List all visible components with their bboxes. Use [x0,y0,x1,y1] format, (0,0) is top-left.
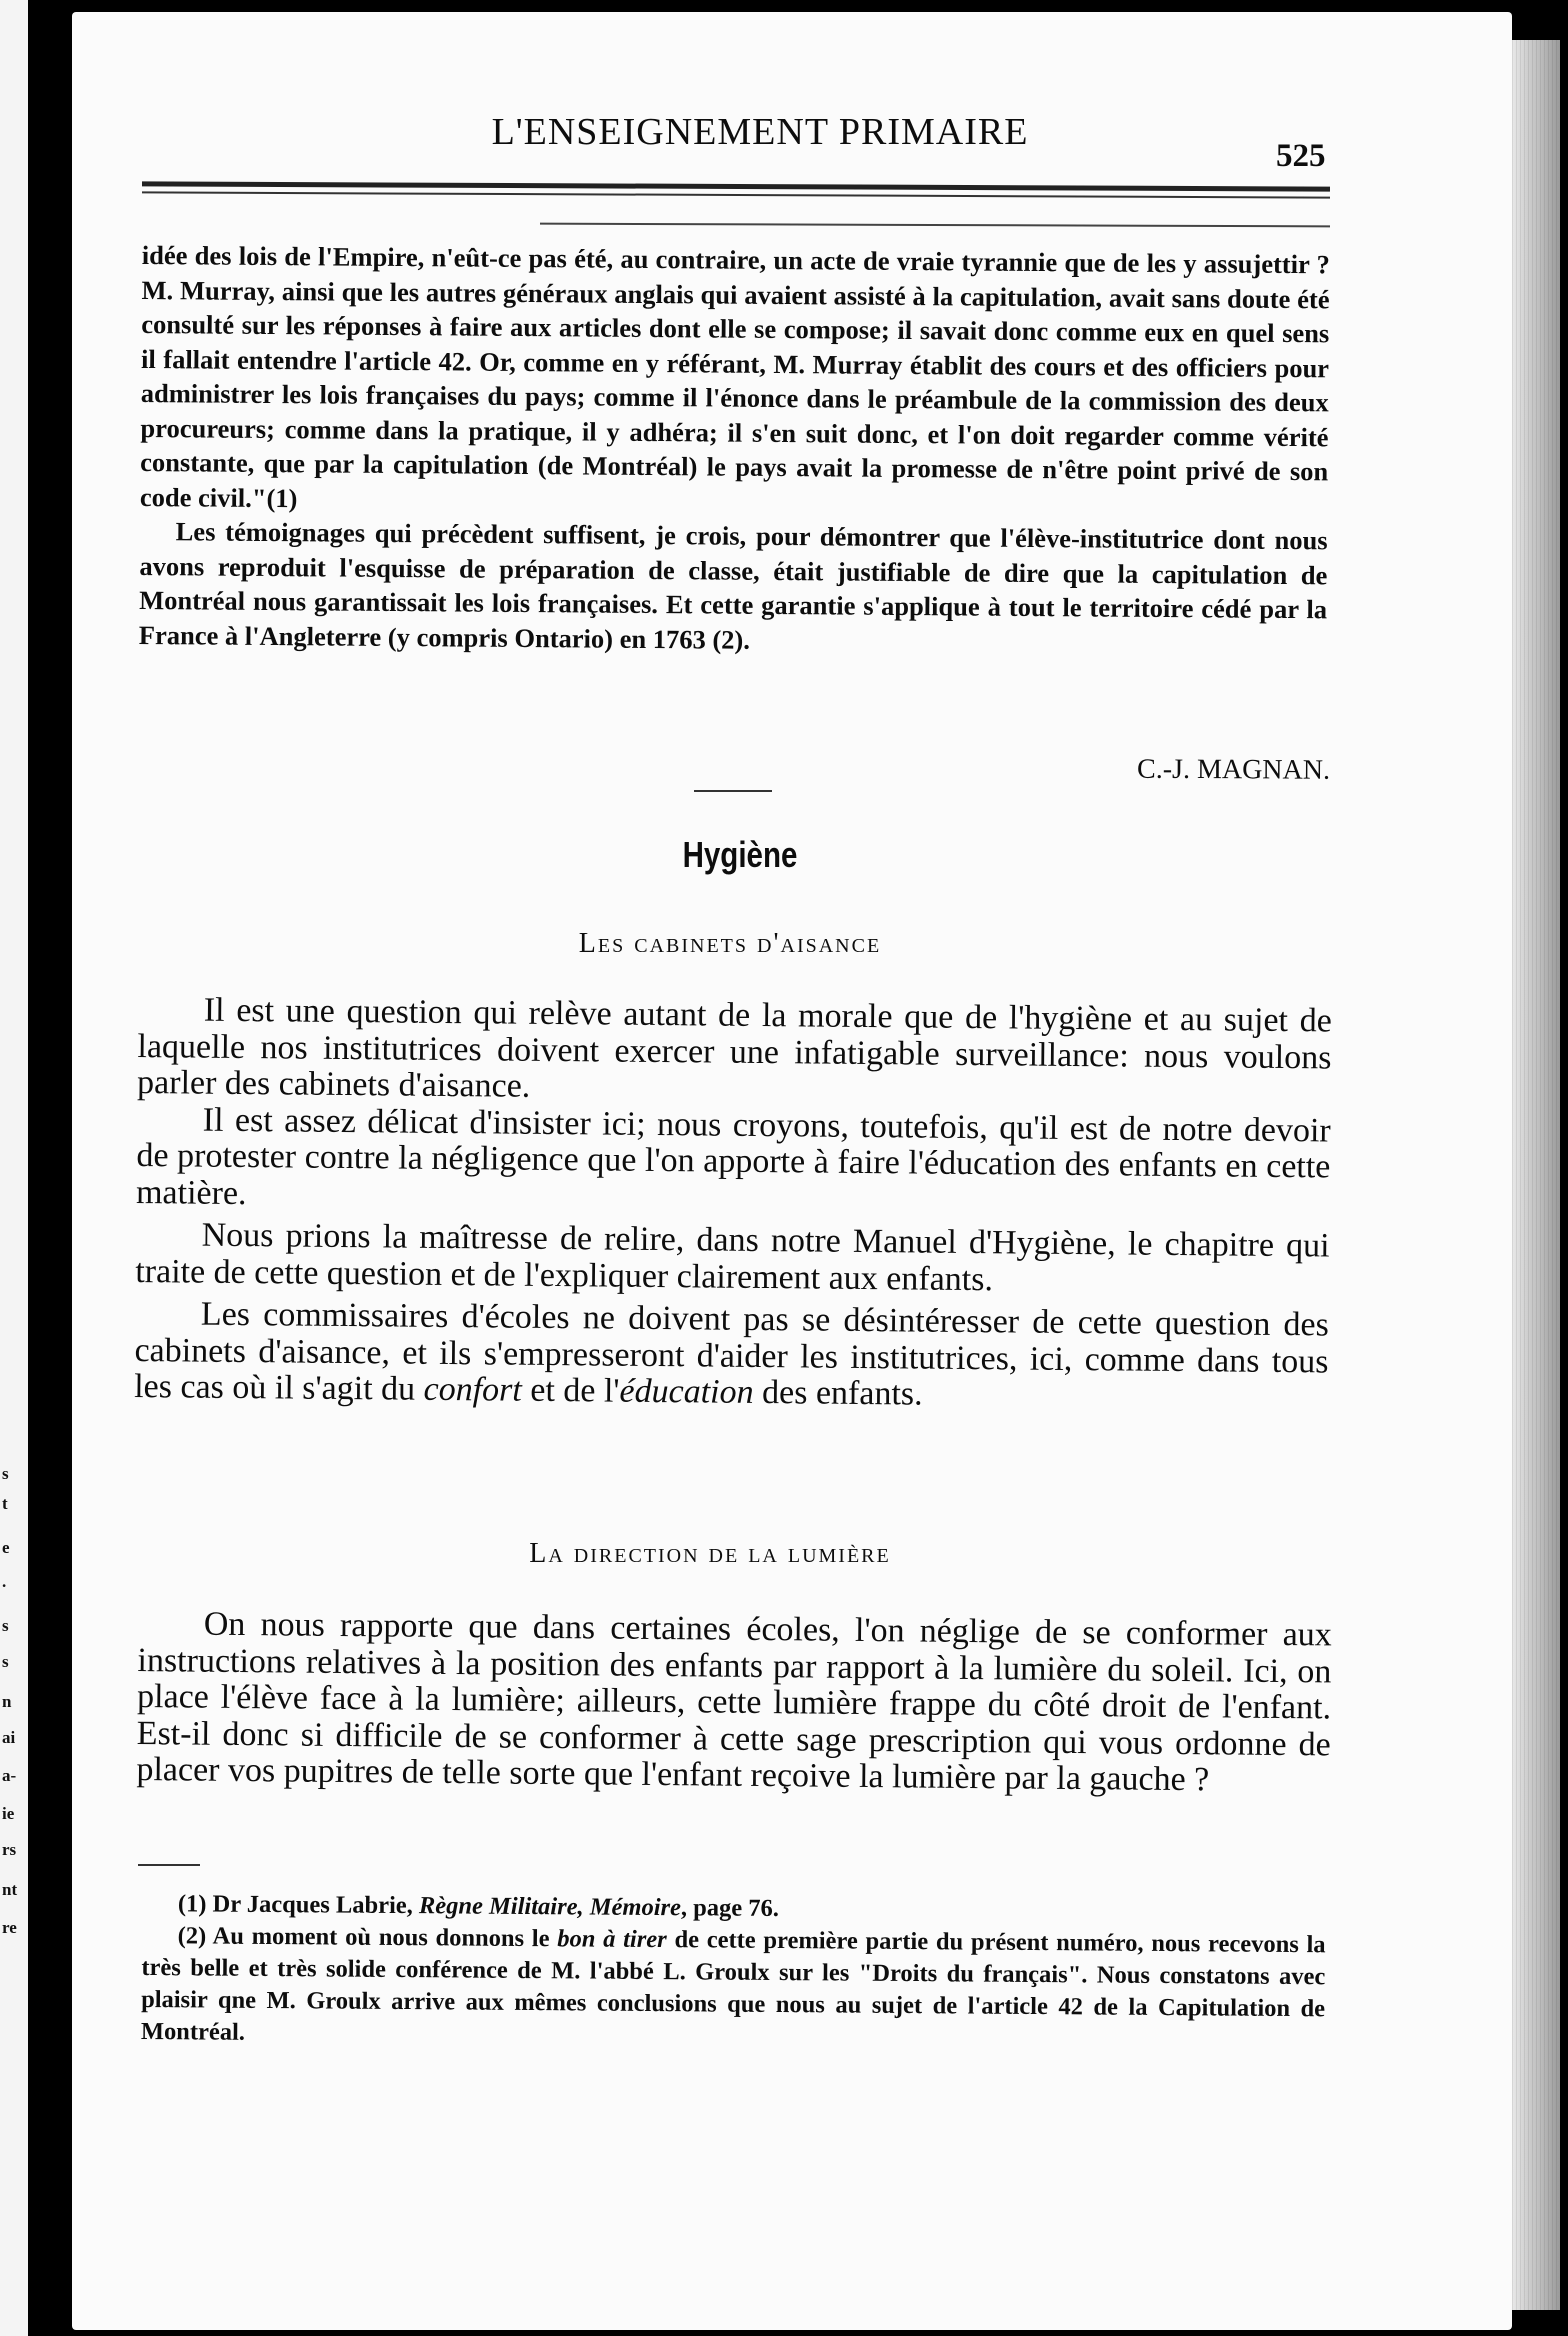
subsection-body [134,992,1332,1417]
prev-page-letter: ie [2,1804,15,1823]
prev-page-letter: t [2,1494,8,1513]
paragraph: On nous rapporte que dans certaines écoles, l'on néglige de se conformer aux instructions relatives à la position des enfants par rapport à la lumière du soleil. Ici, on place l'élève face à la lumière; ailleurs, cette lumière frappe du côté droit de l'enfant. Est-il donc si difficile de se conformer à cette sage prescription qui vous ordonne de placer vos pupitres de telle sorte que l'enfant reçoive la lumière par la gauche ? [136,1605,1332,1799]
paragraph: Les témoignages qui précèdent suffisent, je crois, pour démontrer que l'élève-institutrice dont nous avons reproduit l'esquisse de préparation de classe, était justifiable de dire que la capitulation de Montréal nous garantissait les lois françaises. Et cette garantie s'applique à tout le territoire cédé par la France à l'Angleterre (y compris Ontario) en 1763 (2). [138,516,1328,655]
prev-page-letter: . [2,1572,7,1591]
paragraph: Il est une question qui relève autant de la morale que de l'hygiène et au sujet de laquelle nos institutrices doivent exercer une infatigable surveillance: nous voulons parler des cabinets d'aisance. [136,991,1332,1105]
subsection-title: La direction de la lumière [529,1538,891,1569]
footnote: (1) Dr Jacques Labrie, Règne Militaire, Mémoire, page 76. [177,1890,780,1923]
prev-page-letter: re [2,1918,17,1937]
previous-page-edge [0,0,28,2336]
subsection-title: Les cabinets d'aisance [578,928,882,959]
page-number: 525 [1276,138,1326,174]
paragraph: Les commissaires d'écoles ne doivent pas se désintéresser de cette question des cabinets d'aisance, et ils s'empresseront d'aider les institutrices, ici, comme dans tous les cas où il s'agit du confort et de l'éducation des enfants. [134,1295,1330,1413]
author-signature: C.-J. MAGNAN. [1137,753,1331,786]
running-head: L'ENSEIGNEMENT PRIMAIRE [491,111,1029,153]
prev-page-letter: rs [2,1840,17,1859]
prev-page-letter: s [2,1652,9,1671]
prev-page-letter: a- [2,1766,17,1785]
footnote: (2) Au moment où nous donnons le bon à tirer de cette première partie du présent numéro, nous recevons la très belle et très solide conférence de M. l'abbé L. Groulx sur les "Droits du français". Nous constatons avec plaisir qne M. Groulx arrive aux mêmes conclusions que nous au sujet de l'article 42 de la Capitulation de Montréal. [140,1922,1326,2046]
section-title: Hygiène [682,834,798,875]
paragraph: idée des lois de l'Empire, n'eût-ce pas été, au contraire, un acte de vraie tyrannie que de les y assujettir ? M. Murray, ainsi que les autres généraux anglais qui avaient assisté à la capitulation, avait sans doute été consulté sur les réponses à faire aux articles dont elle se compose; il savait donc comme eux en quel sens il fallait entendre l'article 42. Or, comme en y référant, M. Murray établit des cours et des officiers pour administrer les lois françaises du pays; comme il l'énonce dans le préambule de la commission des deux procureurs; comme dans la pratique, il y adhéra; il s'en suit donc, et l'on doit regarder comme vérité constante, que par la capitulation (de Montréal) le pays avait la promesse de n'être point privé de son code civil."(1) [139,239,1330,513]
prev-page-letter: s [2,1616,9,1635]
footnotes [141,1888,1326,2057]
prev-page-letter: nt [2,1880,18,1899]
subsection-body [136,1606,1332,1800]
prev-page-letter: n [2,1692,12,1711]
page-stack-edge [1512,40,1560,2310]
paragraph: Il est assez délicat d'insister ici; nous croyons, toutefois, qu'il est de notre devoir de protester contre la négligence que l'on apporte à faire l'éducation des enfants en cette matière. [135,1101,1331,1212]
prev-page-letter: e [2,1538,10,1557]
section-divider [694,790,772,792]
prev-page-letter: ai [2,1728,16,1747]
paragraph: Nous prions la maîtresse de relire, dans notre Manuel d'Hygiène, le chapitre qui traite de cette question et de l'expliquer clairement aux enfants. [135,1216,1330,1298]
prev-page-letter: s [2,1464,9,1483]
footnote-rule [138,1864,200,1866]
continuation-text [139,238,1330,661]
